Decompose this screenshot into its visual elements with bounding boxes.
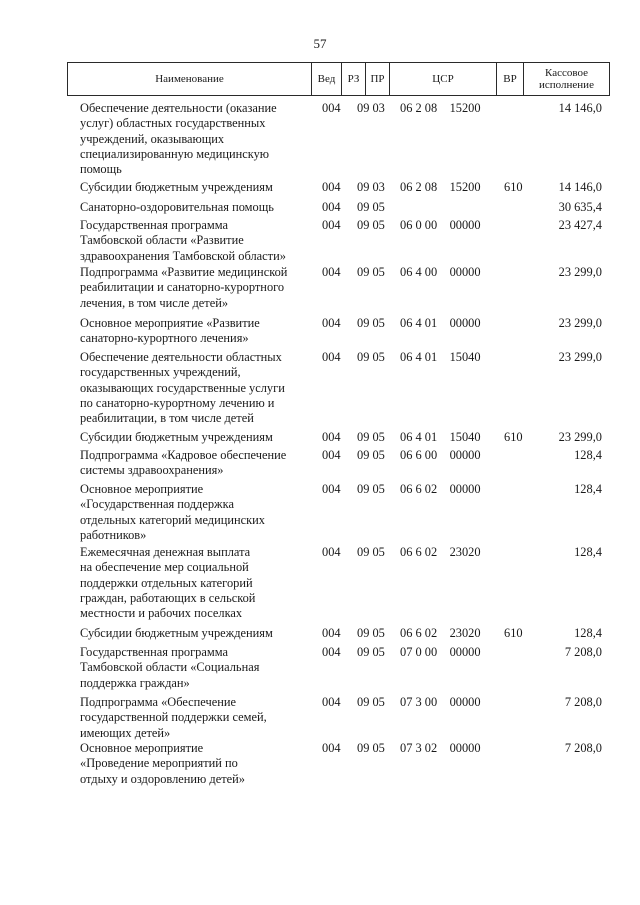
row-rzpr: 09 03 xyxy=(357,101,385,115)
row-csr: 06 4 01 15040 xyxy=(400,430,481,444)
header-pr: ПР xyxy=(366,63,390,96)
row-name: Обеспечение деятельности областных государственных учреждений, оказывающих государственные услуги по санаторно-курортному лечению и реабилитации, в том числе детей xyxy=(80,350,285,426)
row-name: Государственная программа Тамбовской области «Развитие здравоохранения Тамбовской области» xyxy=(80,218,286,263)
row-sum: 23 299,0 xyxy=(558,316,602,330)
header-sum: Кассовое исполнение xyxy=(524,63,610,96)
row-rzpr: 09 05 xyxy=(357,482,385,496)
row-name: Подпрограмма «Развитие медицинской реабилитации и санаторно-курортного лечения, в том числе детей» xyxy=(80,265,288,310)
header-name: Наименование xyxy=(68,63,312,96)
row-sum: 23 299,0 xyxy=(558,430,602,444)
row-ved: 004 xyxy=(322,265,341,279)
row-name: Субсидии бюджетным учреждениям xyxy=(80,430,273,444)
row-vr: 610 xyxy=(504,626,523,640)
header-ved: Вед xyxy=(312,63,342,96)
row-name: Субсидии бюджетным учреждениям xyxy=(80,180,273,194)
row-rzpr: 09 05 xyxy=(357,265,385,279)
row-vr: 610 xyxy=(504,430,523,444)
row-rzpr: 09 05 xyxy=(357,430,385,444)
row-csr: 06 6 02 23020 xyxy=(400,545,481,559)
row-rzpr: 09 03 xyxy=(357,180,385,194)
row-csr: 07 3 00 00000 xyxy=(400,695,481,709)
row-csr: 07 0 00 00000 xyxy=(400,645,481,659)
row-sum: 30 635,4 xyxy=(558,200,602,214)
row-name: Санаторно-оздоровительная помощь xyxy=(80,200,274,214)
row-rzpr: 09 05 xyxy=(357,645,385,659)
header-rz: РЗ xyxy=(342,63,366,96)
row-ved: 004 xyxy=(322,101,341,115)
row-name: Подпрограмма «Кадровое обеспечение системы здравоохранения» xyxy=(80,448,287,478)
row-csr: 06 2 08 15200 xyxy=(400,101,481,115)
row-ved: 004 xyxy=(322,695,341,709)
row-ved: 004 xyxy=(322,626,341,640)
row-name: Основное мероприятие «Проведение мероприятий по отдыху и оздоровлению детей» xyxy=(80,741,245,786)
row-name: Субсидии бюджетным учреждениям xyxy=(80,626,273,640)
row-sum: 128,4 xyxy=(574,482,602,496)
row-name: Ежемесячная денежная выплата на обеспечение мер социальной поддержки отдельных категорий граждан, работающих в сельской местности и рабочих поселках xyxy=(80,545,256,621)
row-ved: 004 xyxy=(322,482,341,496)
row-sum: 128,4 xyxy=(574,626,602,640)
row-name: Основное мероприятие «Государственная поддержка отдельных категорий медицинских работников» xyxy=(80,482,265,542)
row-rzpr: 09 05 xyxy=(357,350,385,364)
row-csr: 06 4 00 00000 xyxy=(400,265,481,279)
row-csr: 06 2 08 15200 xyxy=(400,180,481,194)
row-ved: 004 xyxy=(322,350,341,364)
row-rzpr: 09 05 xyxy=(357,316,385,330)
row-rzpr: 09 05 xyxy=(357,695,385,709)
row-name: Подпрограмма «Обеспечение государственной поддержки семей, имеющих детей» xyxy=(80,695,267,740)
row-sum: 128,4 xyxy=(574,448,602,462)
row-ved: 004 xyxy=(322,741,341,755)
row-csr: 06 4 01 00000 xyxy=(400,316,481,330)
row-sum: 14 146,0 xyxy=(558,101,602,115)
row-ved: 004 xyxy=(322,200,341,214)
row-name: Государственная программа Тамбовской области «Социальная поддержка граждан» xyxy=(80,645,260,690)
row-sum: 23 299,0 xyxy=(558,265,602,279)
row-rzpr: 09 05 xyxy=(357,448,385,462)
row-sum: 23 299,0 xyxy=(558,350,602,364)
row-name: Основное мероприятие «Развитие санаторно-курортного лечения» xyxy=(80,316,260,346)
row-vr: 610 xyxy=(504,180,523,194)
row-csr: 06 6 02 00000 xyxy=(400,482,481,496)
row-ved: 004 xyxy=(322,430,341,444)
row-sum: 7 208,0 xyxy=(564,695,602,709)
row-ved: 004 xyxy=(322,545,341,559)
row-rzpr: 09 05 xyxy=(357,200,385,214)
page-number: 57 xyxy=(313,36,327,51)
row-ved: 004 xyxy=(322,448,341,462)
row-rzpr: 09 05 xyxy=(357,218,385,232)
row-rzpr: 09 05 xyxy=(357,545,385,559)
row-csr: 06 0 00 00000 xyxy=(400,218,481,232)
row-csr: 06 6 02 23020 xyxy=(400,626,481,640)
row-rzpr: 09 05 xyxy=(357,626,385,640)
row-ved: 004 xyxy=(322,645,341,659)
header-csr: ЦСР xyxy=(390,63,497,96)
row-sum: 23 427,4 xyxy=(558,218,602,232)
row-name: Обеспечение деятельности (оказание услуг) областных государственных учреждений, оказывающих специализированную медицинскую помощь xyxy=(80,101,277,177)
row-csr: 06 6 00 00000 xyxy=(400,448,481,462)
row-sum: 14 146,0 xyxy=(558,180,602,194)
header-vr: ВР xyxy=(497,63,524,96)
row-csr: 06 4 01 15040 xyxy=(400,350,481,364)
row-ved: 004 xyxy=(322,180,341,194)
row-csr: 07 3 02 00000 xyxy=(400,741,481,755)
row-ved: 004 xyxy=(322,316,341,330)
row-sum: 7 208,0 xyxy=(564,645,602,659)
row-sum: 7 208,0 xyxy=(564,741,602,755)
row-rzpr: 09 05 xyxy=(357,741,385,755)
row-sum: 128,4 xyxy=(574,545,602,559)
row-ved: 004 xyxy=(322,218,341,232)
